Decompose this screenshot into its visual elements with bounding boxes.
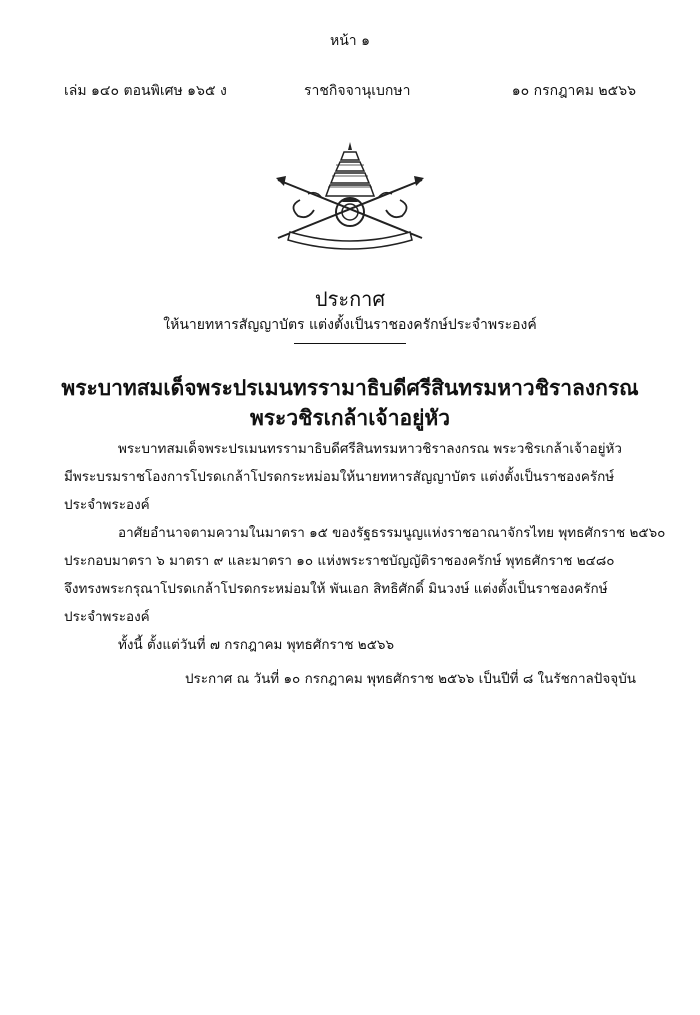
paragraph-1-line-1: พระบาทสมเด็จพระปรเมนทรรามาธิบดีศรีสินทรมหาวชิราลงกรณ พระวชิรเกล้าเจ้าอยู่หัว bbox=[118, 441, 623, 457]
paragraph-2-line-1: อาศัยอำนาจตามความในมาตรา ๑๕ ของรัฐธรรมนูญแห่งราชอาณาจักรไทย พุทธศักราช ๒๕๖๐ bbox=[118, 525, 666, 541]
page-number: หน้า ๑ bbox=[330, 33, 370, 49]
gazette-date: ๑๐ กรกฎาคม ๒๕๖๖ bbox=[511, 83, 636, 99]
gazette-name: ราชกิจจานุเบกษา bbox=[304, 83, 411, 99]
paragraph-2-line-3: จึงทรงพระกรุณาโปรดเกล้าโปรดกระหม่อมให้ พันเอก สิทธิศักดิ์ มินวงษ์ แต่งตั้งเป็นราชองครักษ์ bbox=[64, 581, 608, 597]
paragraph-1-line-2: มีพระบรมราชโองการโปรดเกล้าโปรดกระหม่อมให้นายทหารสัญญาบัตร แต่งตั้งเป็นราชองครักษ์ bbox=[64, 469, 615, 485]
paragraph-1-line-3: ประจำพระองค์ bbox=[64, 497, 150, 513]
king-name-line-2: พระวชิรเกล้าเจ้าอยู่หัว bbox=[249, 406, 451, 430]
announcement-title: ประกาศ bbox=[314, 287, 386, 311]
king-name-line-1: พระบาทสมเด็จพระปรเมนทรรามาธิบดีศรีสินทรมหาวชิราลงกรณ bbox=[61, 376, 639, 400]
paragraph-2-line-4: ประจำพระองค์ bbox=[64, 609, 150, 625]
volume-info: เล่ม ๑๔๐ ตอนพิเศษ ๑๖๕ ง bbox=[64, 83, 227, 99]
royal-emblem-icon bbox=[272, 140, 428, 252]
divider bbox=[294, 343, 406, 344]
paragraph-2-line-2: ประกอบมาตรา ๖ มาตรา ๙ และมาตรา ๑๐ แห่งพระราชบัญญัติราชองครักษ์ พุทธศักราช ๒๔๘๐ bbox=[64, 553, 615, 569]
announcement-subtitle: ให้นายทหารสัญญาบัตร แต่งตั้งเป็นราชองครักษ์ประจำพระองค์ bbox=[163, 317, 537, 333]
closing-statement: ประกาศ ณ วันที่ ๑๐ กรกฎาคม พุทธศักราช ๒๕๖๖ เป็นปีที่ ๘ ในรัชกาลปัจจุบัน bbox=[184, 671, 636, 687]
paragraph-3-line-1: ทั้งนี้ ตั้งแต่วันที่ ๗ กรกฎาคม พุทธศักราช ๒๕๖๖ bbox=[118, 637, 395, 653]
